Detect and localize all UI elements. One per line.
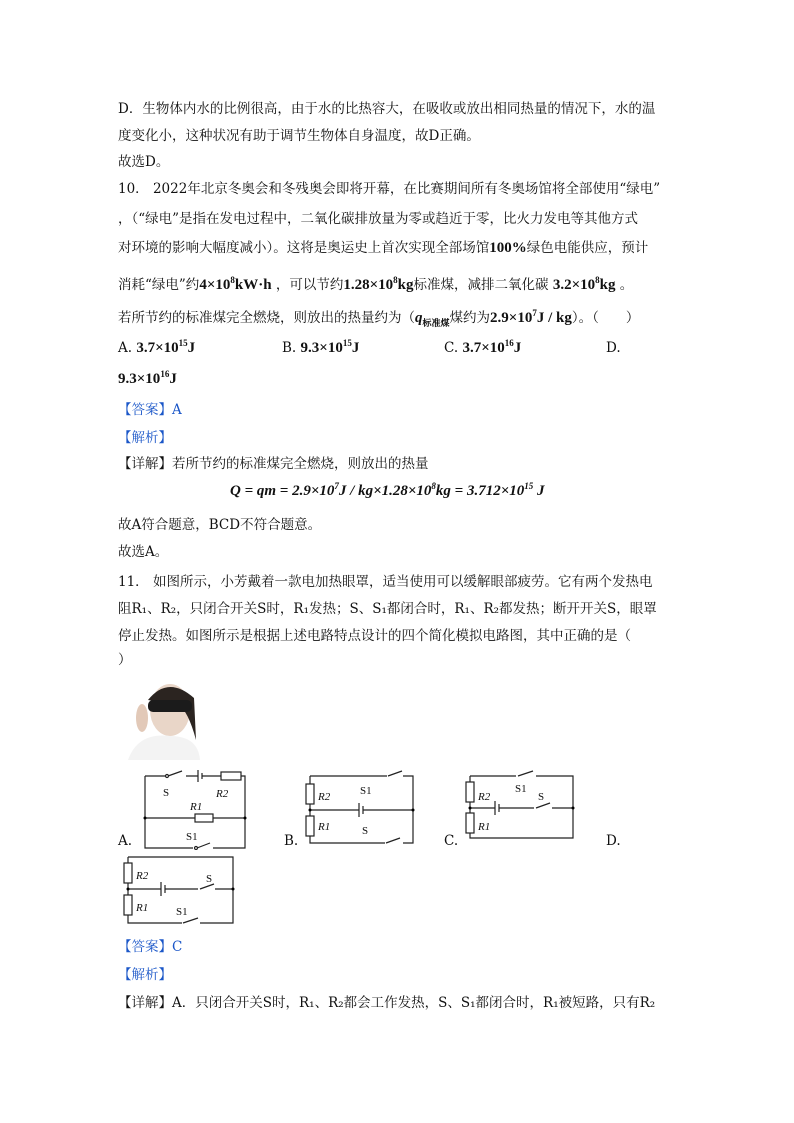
text: ，可以节约 (275, 277, 344, 293)
question-10-stem: 10． 2022年北京冬奥会和冬残奥会即将开幕，在比赛期间所有冬奥场馆将全部使用“绿电” (118, 181, 661, 197)
option-d-value: $9.3\times 10^{16}J$ (118, 369, 177, 387)
text: 绿色电能供应，预计 (526, 240, 649, 256)
answer-label: 【答案】A (118, 402, 182, 418)
text-line (118, 236, 648, 257)
text-line (118, 273, 633, 294)
math: 100% (489, 240, 527, 256)
text: 。 (619, 277, 634, 293)
detail-text: 【详解】A．只闭合开关S时，R₁、R₂都会工作发热，S、S₁都闭合时，R₁被短路，只有R₂ (118, 995, 656, 1011)
svg-text:R2: R2 (136, 870, 149, 882)
option-d-label: D. (606, 340, 621, 356)
circuit-a (118, 770, 258, 850)
circuit-b (300, 770, 420, 850)
question-11-stem: 11． 如图所示，小芳戴着一款电加热眼罩，适当使用可以缓解眼部疲劳。它有两个发热电 (118, 574, 653, 590)
svg-text:R1: R1 (478, 821, 491, 833)
text-line: 度变化小，这种状况有助于调节生物体自身温度，故D正确。 (118, 128, 480, 144)
text: 煤约为 (449, 310, 491, 326)
text: ）。（ ） (571, 310, 640, 326)
svg-text:R1: R1 (318, 821, 331, 833)
circuit-c (460, 770, 580, 850)
svg-text:R2: R2 (478, 791, 491, 803)
text-line: 停止发热。如图所示是根据上述电路特点设计的四个简化模拟电路图，其中正确的是（ (118, 628, 631, 644)
math: $3.2\times 10^8kg$ (552, 275, 616, 293)
circuit-option-c: C. (444, 833, 459, 849)
analysis-label: 【解析】 (118, 430, 172, 446)
svg-text:S: S (206, 873, 213, 885)
text-line: 阻R₁、R₂，只闭合开关S时，R₁发热；S、S₁都闭合时，R₁、R₂都发热；断开开关S，眼罩 (118, 601, 657, 617)
text-line: 故A符合题意，BCD不符合题意。 (118, 517, 322, 533)
text: 对环境的影响大幅度减小）。这将是奥运史上首次实现全部场馆 (118, 240, 490, 256)
svg-text:S: S (538, 791, 545, 803)
text: 若所节约的标准煤完全燃烧，则放出的热量约为（ (118, 310, 415, 326)
circuit-d (118, 855, 243, 927)
answer-label: 【答案】C (118, 939, 183, 955)
option-b: B. $9.3\times 10^{15}J$ (282, 338, 360, 356)
text-line: D．生物体内水的比例很高，由于水的比热容大，在吸收或放出相同热量的情况下，水的温 (118, 101, 656, 117)
text-line: ，（“绿电”是指在发电过程中，二氧化碳排放量为零或趋近于零，比火力发电等其他方式 (118, 211, 639, 227)
formula: Q = qm = $2.9\times 10^7J / kg\times 1.28\times 10^8kg = 3.712\times 10^{15}$ J (230, 481, 545, 499)
circuit-option-b: B. (284, 833, 299, 849)
svg-text:S1: S1 (515, 783, 527, 795)
label-s1: S1 (186, 831, 198, 843)
circuit-option-a: A. (118, 833, 133, 849)
text: 消耗“绿电”约 (118, 277, 200, 293)
text: 标准煤，减排二氧化碳 (413, 277, 549, 293)
math: $q_{标准煤}$ (415, 310, 450, 328)
svg-text:S: S (362, 825, 369, 837)
text-line (118, 306, 639, 329)
text-line: 故选D。 (118, 154, 170, 170)
label-s: S (163, 787, 170, 799)
svg-text:R2: R2 (318, 791, 331, 803)
math: $1.28\times 10^8kg$ (343, 275, 414, 293)
text-line: ） (118, 652, 132, 668)
detail-text: 【详解】若所节约的标准煤完全燃烧，则放出的热量 (118, 456, 429, 472)
svg-text:S1: S1 (176, 906, 188, 918)
math: $2.9\times 10^7J$ / kg (490, 308, 572, 326)
text-line: 故选A。 (118, 544, 169, 560)
svg-text:S1: S1 (360, 785, 372, 797)
option-c: C. $3.7\times 10^{16}J$ (444, 338, 522, 356)
label-r1: R1 (190, 801, 203, 813)
option-a: A. $3.7\times 10^{15}J$ (118, 338, 196, 356)
circuit-option-d: D. (606, 833, 621, 849)
math: $4\times 10^8kW\cdot h$ (199, 275, 272, 293)
svg-text:R1: R1 (136, 902, 149, 914)
label-r2: R2 (216, 788, 229, 800)
analysis-label: 【解析】 (118, 967, 172, 983)
eye-mask-photo (118, 670, 200, 760)
